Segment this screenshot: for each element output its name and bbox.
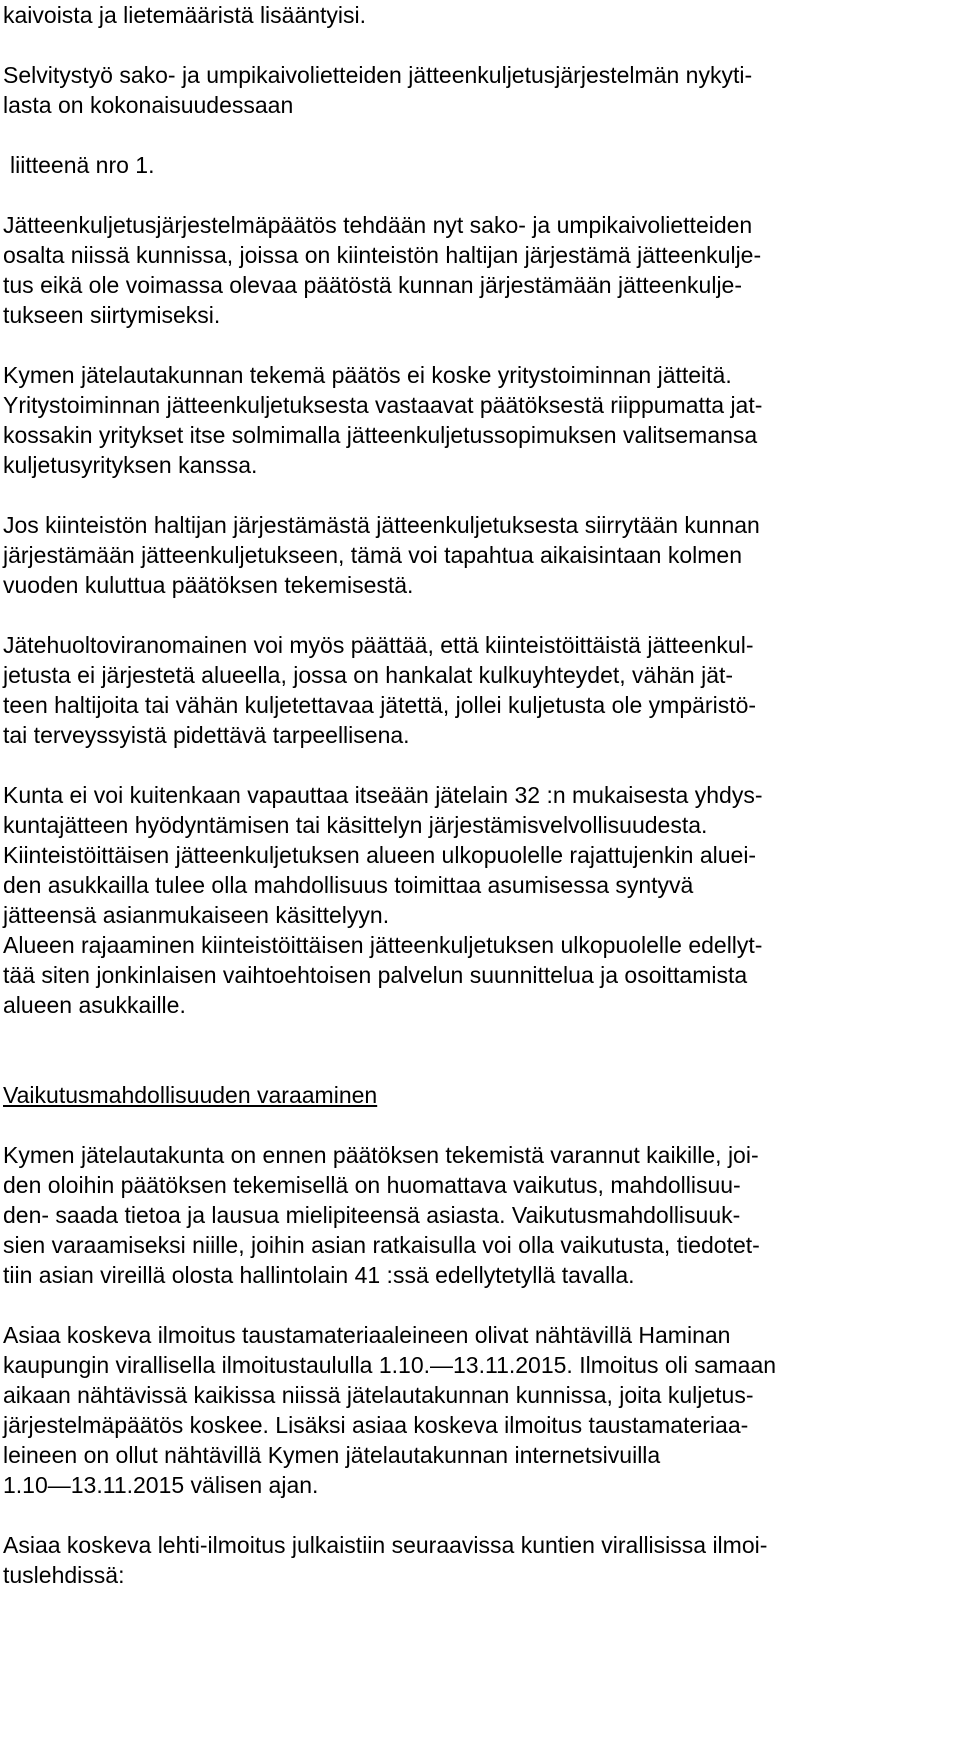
text-line: den oloihin päätöksen tekemisellä on huomattava vaikutus, mahdollisuu- — [3, 1172, 741, 1198]
text-line: Jätteenkuljetusjärjestelmäpäätös tehdään nyt sako- ja umpikaivolietteiden — [3, 212, 753, 238]
text-line: kaivoista ja lietemääristä lisääntyisi. — [3, 2, 367, 28]
text-line: Kymen jätelautakunnan tekemä päätös ei koske yritystoiminnan jätteitä. — [3, 362, 732, 388]
text-line: tai terveyssyistä pidettävä tarpeellisena. — [3, 722, 410, 748]
text-line: tää siten jonkinlaisen vaihtoehtoisen palvelun suunnittelua ja osoittamista — [3, 962, 748, 988]
text-line: järjestämään jätteenkuljetukseen, tämä voi tapahtua aikaisintaan kolmen — [3, 542, 742, 568]
text-line: tuslehdissä: — [3, 1562, 125, 1588]
text-line: Asiaa koskeva ilmoitus taustamateriaaleineen olivat nähtävillä Haminan — [3, 1322, 731, 1348]
text-line: Jätehuoltoviranomainen voi myös päättää, että kiinteistöittäistä jätteenkul- — [3, 632, 754, 658]
text-line: Kunta ei voi kuitenkaan vapauttaa itseään jätelain 32 :n mukaisesta yhdys- — [3, 782, 763, 808]
text-line: Asiaa koskeva lehti-ilmoitus julkaistiin seuraavissa kuntien virallisissa ilmoi- — [3, 1532, 768, 1558]
text-line: jätteensä asianmukaiseen käsittelyyn. — [3, 902, 390, 928]
text-line: den- saada tietoa ja lausua mielipiteensä asiasta. Vaikutusmahdollisuuk- — [3, 1202, 741, 1228]
text-line: Alueen rajaaminen kiinteistöittäisen jätteenkuljetuksen ulkopuolelle edellyt- — [3, 932, 763, 958]
text-line: kuntajätteen hyödyntämisen tai käsittelyn järjestämisvelvollisuudesta. — [3, 812, 708, 838]
text-line: kuljetusyrityksen kanssa. — [3, 452, 258, 478]
text-line: teen haltijoita tai vähän kuljetettavaa jätettä, jollei kuljetusta ole ympäristö- — [3, 692, 757, 718]
section-heading: Vaikutusmahdollisuuden varaaminen — [3, 1082, 378, 1108]
text-line: leineen on ollut nähtävillä Kymen jätelautakunnan internetsivuilla — [3, 1442, 661, 1468]
text-line: sien varaamiseksi niille, joihin asian ratkaisulla voi olla vaikutusta, tiedotet- — [3, 1232, 760, 1258]
text-line: osalta niissä kunnissa, joissa on kiinteistön haltijan järjestämä jätteenkulje- — [3, 242, 762, 268]
text-line: kossakin yritykset itse solmimalla jätteenkuljetussopimuksen valitsemansa — [3, 422, 758, 448]
text-line: Kymen jätelautakunta on ennen päätöksen tekemistä varannut kaikille, joi- — [3, 1142, 759, 1168]
text-line: Selvitystyö sako- ja umpikaivolietteiden jätteenkuljetusjärjestelmän nykyti- — [3, 62, 753, 88]
text-line: liitteenä nro 1. — [10, 152, 155, 178]
text-line: 1.10—13.11.2015 välisen ajan. — [3, 1472, 319, 1498]
text-line: kaupungin virallisella ilmoitustaululla 1.10.—13.11.2015. Ilmoitus oli samaan — [3, 1352, 777, 1378]
text-line: tiin asian vireillä olosta hallintolain 41 :ssä edellytetyllä tavalla. — [3, 1262, 635, 1288]
text-line: Yritystoiminnan jätteenkuljetuksesta vastaavat päätöksestä riippumatta jat- — [3, 392, 763, 418]
text-line: den asukkailla tulee olla mahdollisuus toimittaa asumisessa syntyvä — [3, 872, 694, 898]
text-line: vuoden kuluttua päätöksen tekemisestä. — [3, 572, 414, 598]
text-line: alueen asukkaille. — [3, 992, 186, 1018]
text-line: Kiinteistöittäisen jätteenkuljetuksen alueen ulkopuolelle rajattujenkin aluei- — [3, 842, 757, 868]
text-line: tus eikä ole voimassa olevaa päätöstä kunnan järjestämään jätteenkulje- — [3, 272, 742, 298]
text-line: lasta on kokonaisuudessaan — [3, 92, 294, 118]
text-line: Jos kiinteistön haltijan järjestämästä jätteenkuljetuksesta siirrytään kunnan — [3, 512, 760, 538]
text-line: tukseen siirtymiseksi. — [3, 302, 221, 328]
text-line: jetusta ei järjestetä alueella, jossa on hankalat kulkuyhteydet, vähän jät- — [3, 662, 734, 688]
text-line: järjestelmäpäätös koskee. Lisäksi asiaa koskeva ilmoitus taustamateriaa- — [3, 1412, 749, 1438]
text-line: aikaan nähtävissä kaikissa niissä jätelautakunnan kunnissa, joita kuljetus- — [3, 1382, 754, 1408]
